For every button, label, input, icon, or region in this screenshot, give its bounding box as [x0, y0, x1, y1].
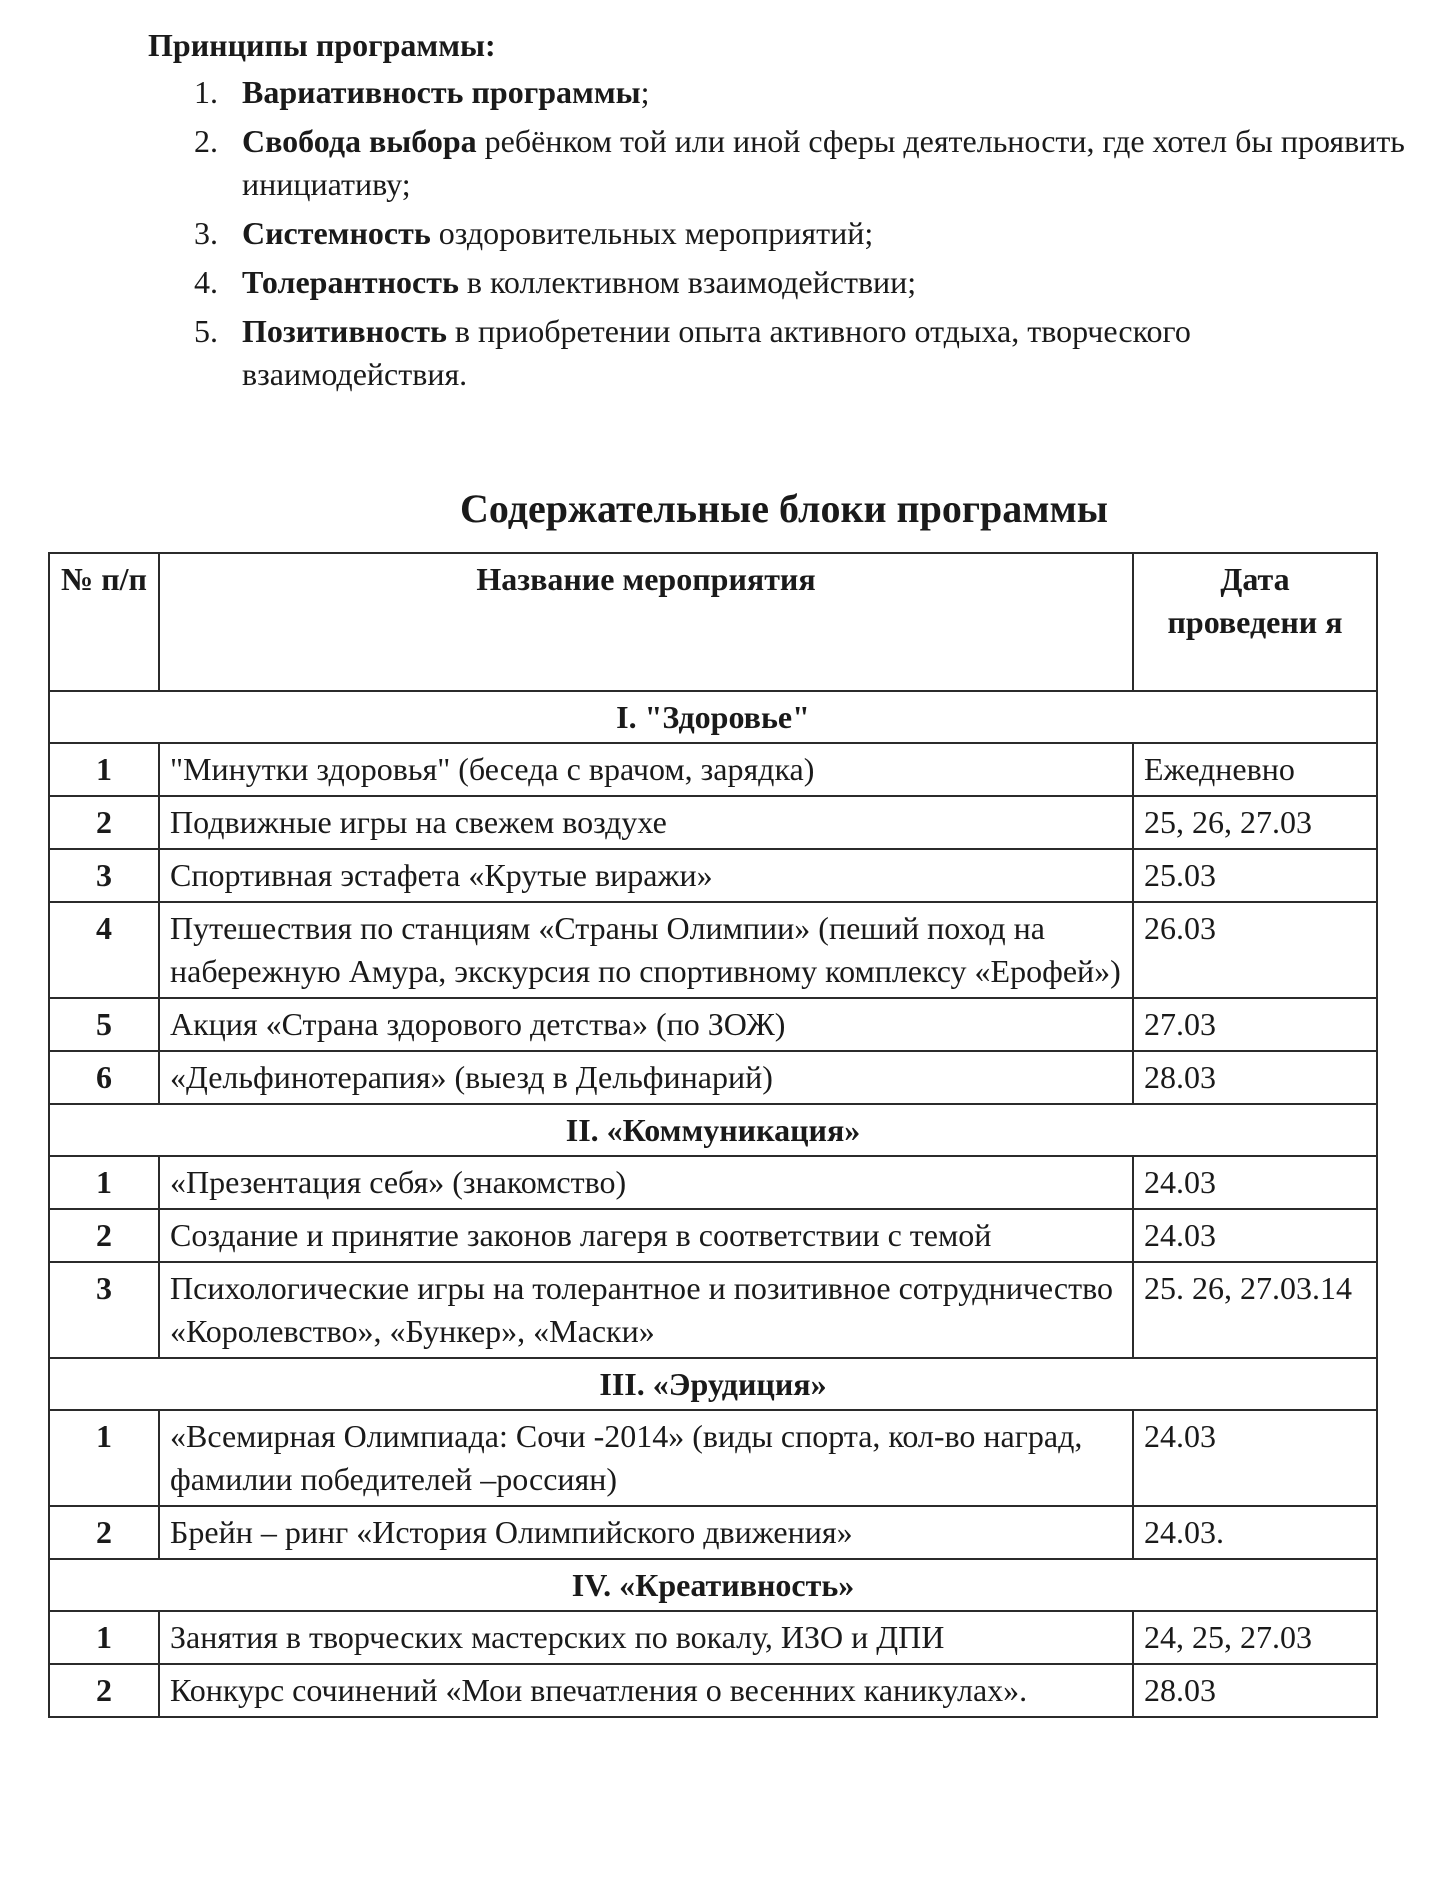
row-name: «Всемирная Олимпиада: Сочи -2014» (виды спорта, кол-во наград, фамилии победителей –россиян) — [159, 1410, 1133, 1506]
row-num: 1 — [49, 743, 159, 796]
row-num: 3 — [49, 1262, 159, 1358]
table-header-row — [49, 553, 1377, 691]
block-title-row — [49, 1104, 1377, 1156]
table-row — [49, 1506, 1377, 1559]
principle-keyword: Свобода выбора — [242, 123, 477, 159]
principles-title: Принципы программы: — [148, 27, 496, 63]
row-name: Конкурс сочинений «Мои впечатления о весенних каникулах». — [159, 1664, 1133, 1717]
row-date: 26.03 — [1133, 902, 1377, 998]
principle-keyword: Вариативность программы — [242, 74, 641, 110]
table-row — [49, 1611, 1377, 1664]
row-num: 2 — [49, 1209, 159, 1262]
block-title: II. «Коммуникация» — [49, 1104, 1377, 1156]
principle-text: в коллективном взаимодействии; — [458, 264, 917, 300]
principle-item — [148, 310, 1408, 396]
program-table — [48, 552, 1378, 1718]
row-name: Спортивная эстафета «Крутые виражи» — [159, 849, 1133, 902]
principle-text: оздоровительных мероприятий; — [430, 215, 874, 251]
row-num: 2 — [49, 796, 159, 849]
row-num: 3 — [49, 849, 159, 902]
row-num: 2 — [49, 1506, 159, 1559]
row-date: 24, 25, 27.03 — [1133, 1611, 1377, 1664]
principle-item — [148, 120, 1408, 206]
principle-item — [148, 261, 1408, 304]
row-num: 5 — [49, 998, 159, 1051]
principle-item — [148, 212, 1408, 255]
principles-list — [148, 71, 1408, 396]
block-title: IV. «Креативность» — [49, 1559, 1377, 1611]
row-date: 24.03. — [1133, 1506, 1377, 1559]
row-name: «Дельфинотерапия» (выезд в Дельфинарий) — [159, 1051, 1133, 1104]
block-title: III. «Эрудиция» — [49, 1358, 1377, 1410]
table-row — [49, 902, 1377, 998]
table-row — [49, 743, 1377, 796]
block-title-row — [49, 1559, 1377, 1611]
principle-text: в приобретении опыта активного отдыха, творческого взаимодействия. — [242, 313, 1191, 392]
header-name: Название мероприятия — [159, 553, 1133, 691]
row-name: Психологические игры на толерантное и позитивное сотрудничество «Королевство», «Бункер», «Маски» — [159, 1262, 1133, 1358]
table-row — [49, 1156, 1377, 1209]
row-date: 28.03 — [1133, 1664, 1377, 1717]
row-name: Путешествия по станциям «Страны Олимпии» (пеший поход на набережную Амура, экскурсия по спортивному комплексу «Ерофей») — [159, 902, 1133, 998]
row-date: 25.03 — [1133, 849, 1377, 902]
block-title-row — [49, 1358, 1377, 1410]
table-row — [49, 998, 1377, 1051]
principle-text: ребёнком той или иной сферы деятельности, где хотел бы проявить инициативу; — [242, 123, 1405, 202]
row-date: 24.03 — [1133, 1156, 1377, 1209]
principle-number: 4. — [194, 264, 218, 300]
row-date: 25. 26, 27.03.14 — [1133, 1262, 1377, 1358]
block-title: I. "Здоровье" — [49, 691, 1377, 743]
table-row — [49, 1209, 1377, 1262]
row-name: Подвижные игры на свежем воздухе — [159, 796, 1133, 849]
row-num: 1 — [49, 1410, 159, 1506]
row-date: 25, 26, 27.03 — [1133, 796, 1377, 849]
row-name: «Презентация себя» (знакомство) — [159, 1156, 1133, 1209]
principle-number: 5. — [194, 313, 218, 349]
row-name: Занятия в творческих мастерских по вокалу, ИЗО и ДПИ — [159, 1611, 1133, 1664]
row-name: "Минутки здоровья" (беседа с врачом, зарядка) — [159, 743, 1133, 796]
principle-number: 1. — [194, 74, 218, 110]
principle-keyword: Позитивность — [242, 313, 447, 349]
header-date: Дата проведени я — [1133, 553, 1377, 691]
principle-number: 3. — [194, 215, 218, 251]
section-heading: Содержательные блоки программы — [460, 486, 1108, 531]
principle-number: 2. — [194, 123, 218, 159]
principle-item — [148, 71, 1408, 114]
table-row — [49, 849, 1377, 902]
row-name: Брейн – ринг «История Олимпийского движения» — [159, 1506, 1133, 1559]
table-row — [49, 796, 1377, 849]
principle-keyword: Толерантность — [242, 264, 459, 300]
table-row — [49, 1410, 1377, 1506]
row-name: Создание и принятие законов лагеря в соответствии с темой — [159, 1209, 1133, 1262]
table-row — [49, 1051, 1377, 1104]
row-num: 2 — [49, 1664, 159, 1717]
row-num: 4 — [49, 902, 159, 998]
principles-section — [148, 24, 1408, 402]
row-name: Акция «Страна здорового детства» (по ЗОЖ) — [159, 998, 1133, 1051]
header-num: № п/п — [49, 553, 159, 691]
row-date: 27.03 — [1133, 998, 1377, 1051]
row-date: 24.03 — [1133, 1410, 1377, 1506]
principle-text: ; — [640, 74, 650, 110]
row-num: 1 — [49, 1156, 159, 1209]
table-row — [49, 1262, 1377, 1358]
principle-keyword: Системность — [242, 215, 431, 251]
row-date: 24.03 — [1133, 1209, 1377, 1262]
block-title-row — [49, 691, 1377, 743]
row-num: 6 — [49, 1051, 159, 1104]
row-date: Ежедневно — [1133, 743, 1377, 796]
row-date: 28.03 — [1133, 1051, 1377, 1104]
row-num: 1 — [49, 1611, 159, 1664]
table-row — [49, 1664, 1377, 1717]
